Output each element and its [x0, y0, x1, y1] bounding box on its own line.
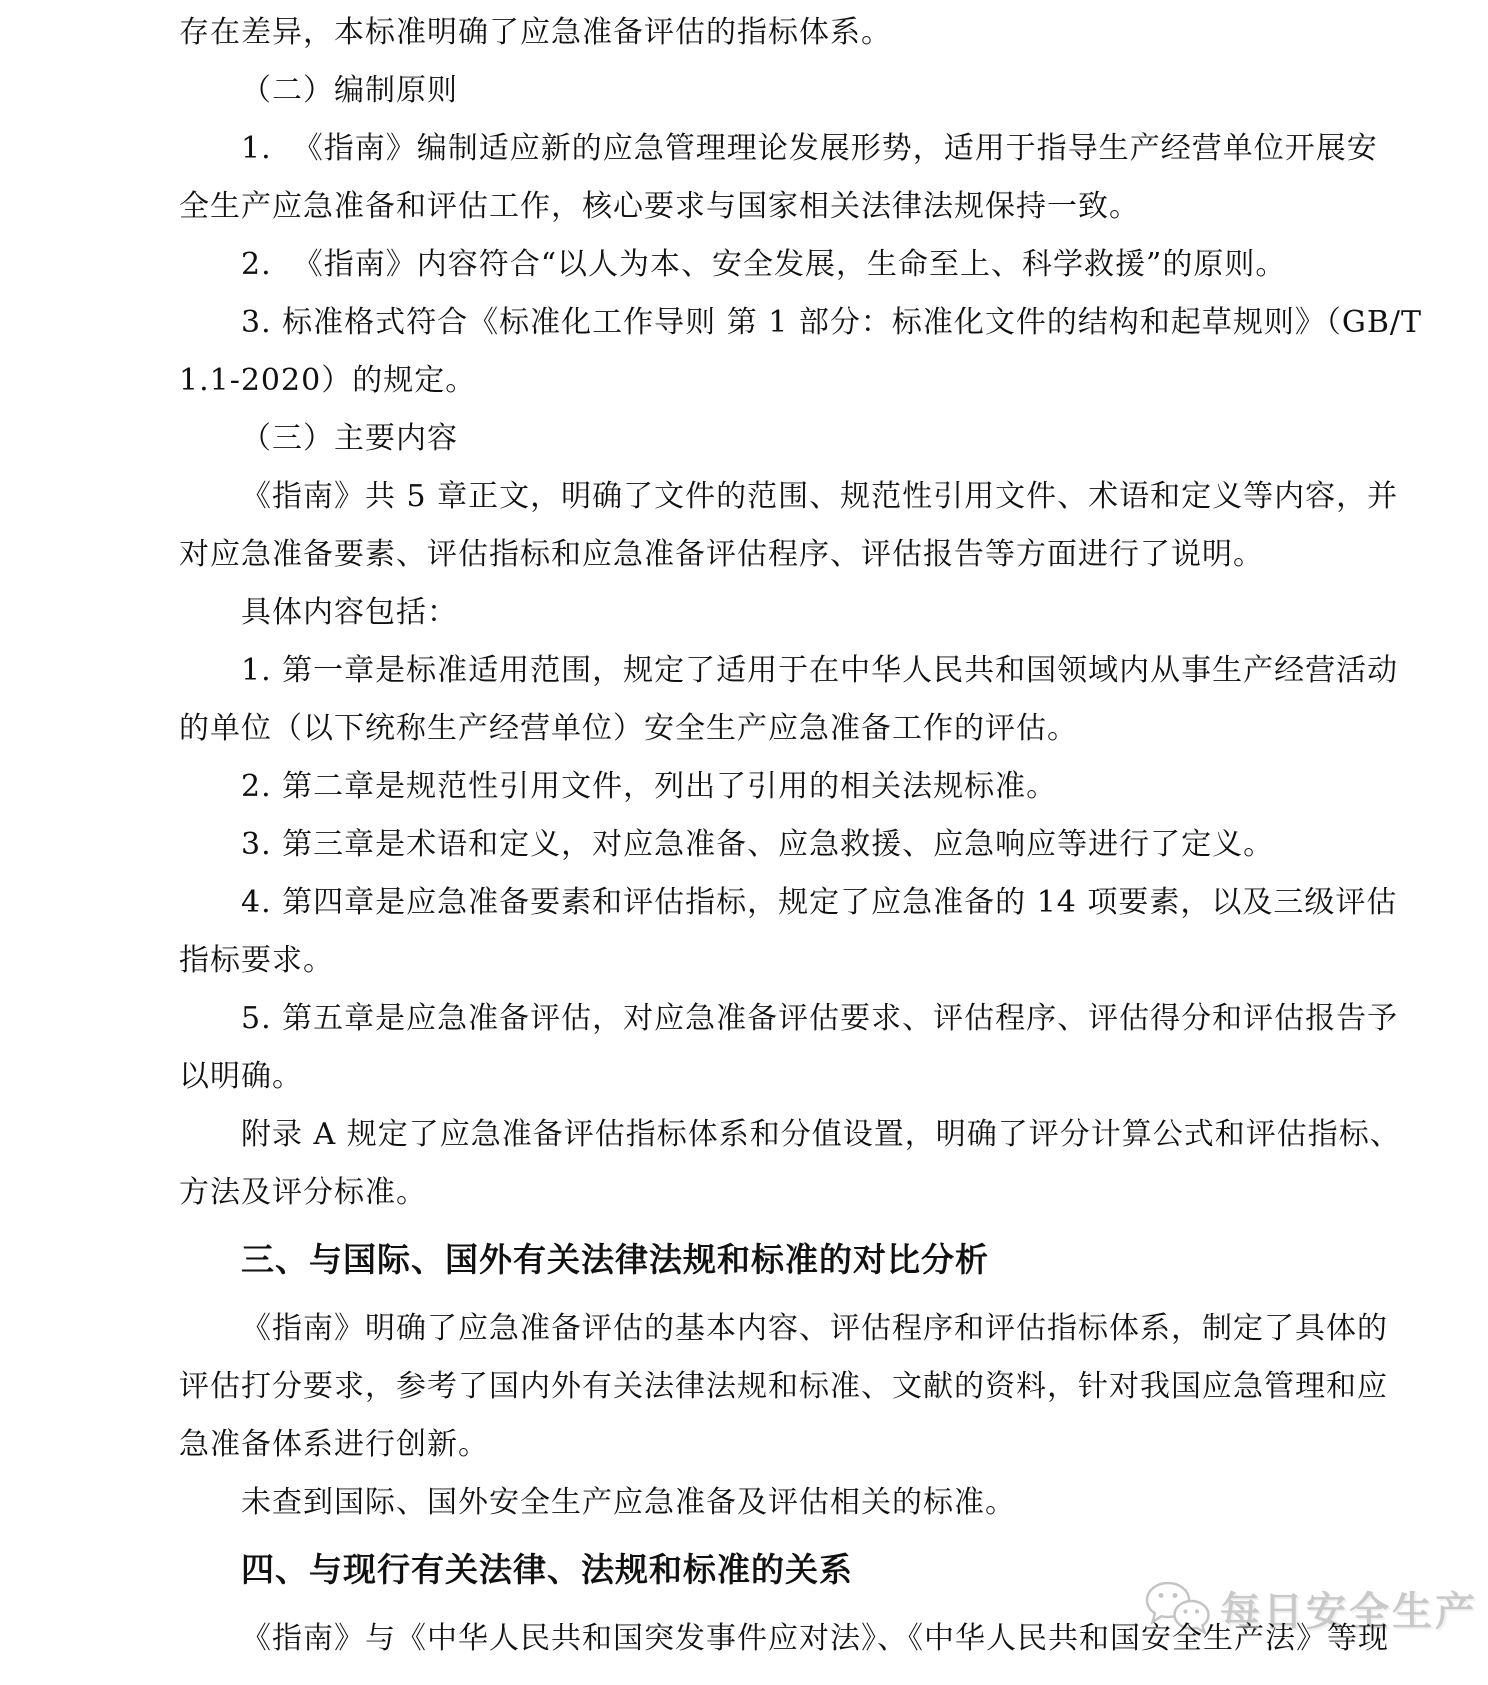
watermark-label: 每日安全生产 [1220, 1589, 1478, 1635]
text-line: 1. 《指南》编制适应新的应急管理理论发展形势，适用于指导生产经营单位开展安 [241, 131, 1378, 166]
text-line: 评估打分要求，参考了国内外有关法律法规和标准、文献的资料，针对我国应急管理和应 [179, 1369, 1388, 1404]
section-heading: 三、与国际、国外有关法律法规和标准的对比分析 [241, 1239, 989, 1279]
text-line: 3. 标准格式符合《标准化工作导则 第 1 部分：标准化文件的结构和起草规则》（GB/T [241, 305, 1422, 340]
text-line: 《指南》共 5 章正文，明确了文件的范围、规范性引用文件、术语和定义等内容，并 [241, 479, 1399, 514]
text-line: 2. 第二章是规范性引用文件，列出了引用的相关法规标准。 [241, 769, 1058, 804]
text-line: 附录 A 规定了应急准备评估指标体系和分值设置，明确了评分计算公式和评估指标、 [241, 1117, 1401, 1152]
text-line: 以明确。 [179, 1059, 303, 1094]
text-line: 《指南》明确了应急准备评估的基本内容、评估程序和评估指标体系，制定了具体的 [241, 1311, 1388, 1346]
text-line: 5. 第五章是应急准备评估，对应急准备评估要求、评估程序、评估得分和评估报告予 [241, 1001, 1399, 1036]
section-heading: 四、与现行有关法律、法规和标准的关系 [241, 1549, 853, 1589]
text-line: 3. 第三章是术语和定义，对应急准备、应急救援、应急响应等进行了定义。 [241, 827, 1275, 862]
text-line: 1. 第一章是标准适用范围，规定了适用于在中华人民共和国领域内从事生产经营活动 [241, 653, 1399, 688]
text-line: 2. 《指南》内容符合“以人为本、安全发展，生命至上、科学救援”的原则。 [241, 247, 1287, 282]
text-line: 对应急准备要素、评估指标和应急准备评估程序、评估报告等方面进行了说明。 [179, 537, 1264, 572]
text-line: 4. 第四章是应急准备要素和评估指标，规定了应急准备的 14 项要素，以及三级评估 [241, 885, 1398, 920]
text-line: 全生产应急准备和评估工作，核心要求与国家相关法律法规保持一致。 [179, 189, 1140, 224]
text-line: 1.1-2020）的规定。 [179, 363, 477, 398]
text-line: 存在差异，本标准明确了应急准备评估的指标体系。 [179, 15, 892, 50]
text-line: 未查到国际、国外安全生产应急准备及评估相关的标准。 [241, 1485, 1016, 1520]
text-line: 指标要求。 [179, 943, 334, 978]
text-line: 的单位（以下统称生产经营单位）安全生产应急准备工作的评估。 [179, 711, 1078, 746]
text-line: 具体内容包括： [241, 595, 458, 630]
text-line: （二）编制原则 [241, 73, 458, 108]
text-line: 急准备体系进行创新。 [179, 1427, 489, 1462]
text-line: 《指南》与《中华人民共和国突发事件应对法》、《中华人民共和国安全生产法》等现 [241, 1621, 1389, 1656]
text-line: 方法及评分标准。 [179, 1175, 427, 1210]
text-line: （三）主要内容 [241, 421, 458, 456]
